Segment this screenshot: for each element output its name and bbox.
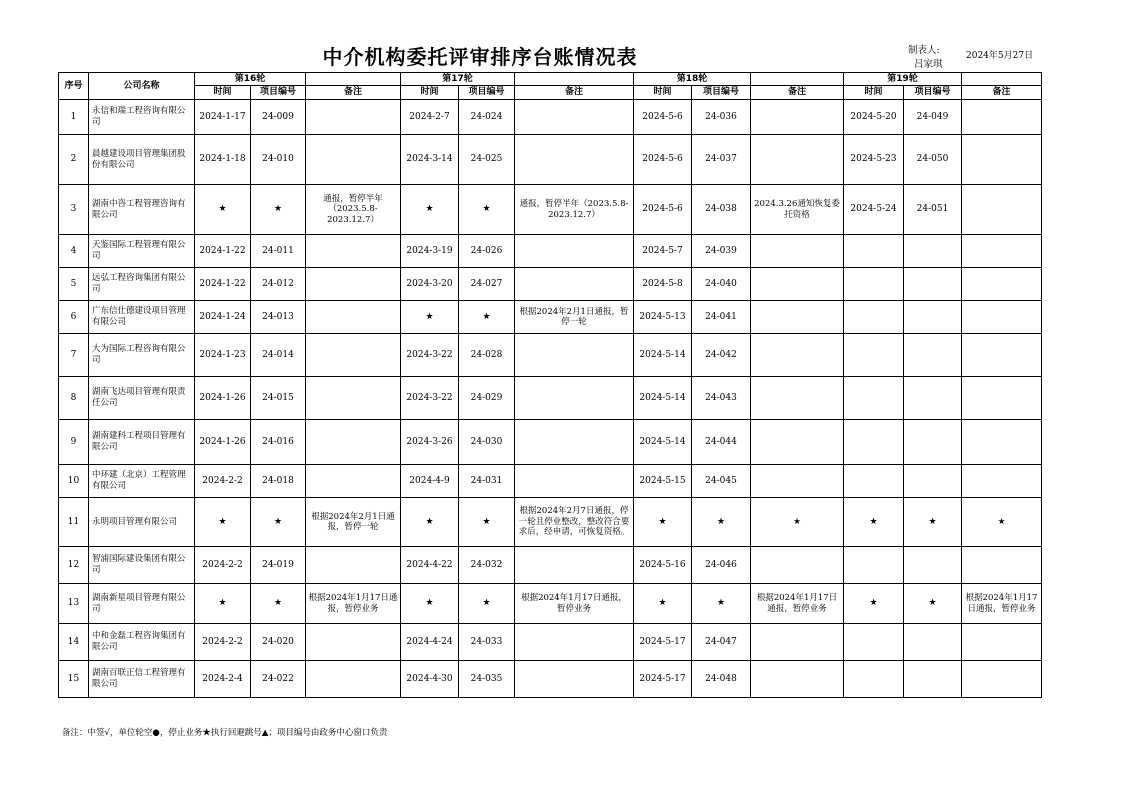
row-seq: 8 xyxy=(59,377,89,420)
row-company: 湖南新星项目管理有限公司 xyxy=(89,584,195,624)
cell-time: ★ xyxy=(844,498,904,547)
cell-note: ★ xyxy=(962,498,1042,547)
cell-time: 2024-1-23 xyxy=(195,334,251,377)
cell-code: 24-030 xyxy=(459,420,515,465)
table-row xyxy=(59,465,1042,498)
cell-note: 根据2024年2月1日通报，暂停一轮 xyxy=(515,301,634,334)
row-seq: 3 xyxy=(59,185,89,235)
header-time: 时间 xyxy=(634,86,692,100)
cell-time xyxy=(844,301,904,334)
row-seq: 4 xyxy=(59,235,89,268)
cell-code: ★ xyxy=(692,584,751,624)
cell-note xyxy=(306,135,401,185)
cell-code: 24-013 xyxy=(251,301,306,334)
cell-code: 24-010 xyxy=(251,135,306,185)
table-row xyxy=(59,377,1042,420)
cell-time xyxy=(844,547,904,584)
row-seq: 13 xyxy=(59,584,89,624)
cell-code: 24-039 xyxy=(692,235,751,268)
cell-time: 2024-5-6 xyxy=(634,100,692,135)
cell-time: 2024-5-23 xyxy=(844,135,904,185)
cell-note xyxy=(515,100,634,135)
cell-note xyxy=(306,377,401,420)
row-company: 中和金磊工程咨询集团有限公司 xyxy=(89,624,195,661)
cell-code xyxy=(904,624,962,661)
row-seq: 11 xyxy=(59,498,89,547)
footer-note: 备注：中签√，单位轮空●，停止业务★执行回避跳号▲；项目编号由政务中心窗口负责 xyxy=(62,728,388,738)
cell-time: 2024-3-20 xyxy=(401,268,459,301)
cell-time: 2024-3-26 xyxy=(401,420,459,465)
cell-time: 2024-3-22 xyxy=(401,334,459,377)
header-round-16: 第16轮 xyxy=(195,73,306,86)
row-company: 大为国际工程咨询有限公司 xyxy=(89,334,195,377)
cell-note xyxy=(962,235,1042,268)
cell-code: 24-043 xyxy=(692,377,751,420)
row-seq: 7 xyxy=(59,334,89,377)
cell-note xyxy=(962,377,1042,420)
cell-time: ★ xyxy=(401,185,459,235)
cell-note xyxy=(515,624,634,661)
cell-time: 2024-5-13 xyxy=(634,301,692,334)
cell-note xyxy=(751,661,844,698)
cell-time xyxy=(844,465,904,498)
cell-note xyxy=(962,465,1042,498)
cell-time: 2024-5-8 xyxy=(634,268,692,301)
table-row xyxy=(59,334,1042,377)
cell-time: 2024-1-22 xyxy=(195,268,251,301)
cell-code: 24-032 xyxy=(459,547,515,584)
cell-note xyxy=(751,268,844,301)
cell-code: ★ xyxy=(459,498,515,547)
cell-time: 2024-1-22 xyxy=(195,235,251,268)
cell-note xyxy=(751,235,844,268)
cell-time: ★ xyxy=(634,584,692,624)
header-note: 备注 xyxy=(306,86,401,100)
cell-time: ★ xyxy=(195,185,251,235)
cell-note xyxy=(751,465,844,498)
cell-note xyxy=(306,420,401,465)
cell-note xyxy=(962,135,1042,185)
row-seq: 9 xyxy=(59,420,89,465)
cell-note: 2024.3.26通知恢复委托资格 xyxy=(751,185,844,235)
cell-time: 2024-4-9 xyxy=(401,465,459,498)
cell-time: ★ xyxy=(401,584,459,624)
row-seq: 14 xyxy=(59,624,89,661)
cell-code: ★ xyxy=(904,584,962,624)
cell-note xyxy=(515,465,634,498)
cell-time: 2024-3-22 xyxy=(401,377,459,420)
cell-time xyxy=(844,624,904,661)
cell-code: 24-038 xyxy=(692,185,751,235)
cell-note xyxy=(962,420,1042,465)
cell-code: 24-020 xyxy=(251,624,306,661)
table-row xyxy=(59,301,1042,334)
row-company: 远弘工程咨询集团有限公司 xyxy=(89,268,195,301)
cell-time: ★ xyxy=(634,498,692,547)
cell-note xyxy=(515,268,634,301)
cell-code xyxy=(904,301,962,334)
maker-name: 吕家琪 xyxy=(914,59,943,70)
cell-note: 根据2024年2月7日通报，停一轮且停业整改，整改符合要求后，经申请，可恢复资格。 xyxy=(515,498,634,547)
row-seq: 5 xyxy=(59,268,89,301)
cell-code: 24-037 xyxy=(692,135,751,185)
header-blank xyxy=(515,73,634,86)
cell-code: 24-041 xyxy=(692,301,751,334)
cell-code: 24-040 xyxy=(692,268,751,301)
cell-time xyxy=(844,661,904,698)
table-row xyxy=(59,661,1042,698)
cell-note xyxy=(962,334,1042,377)
cell-code: 24-026 xyxy=(459,235,515,268)
cell-time xyxy=(844,268,904,301)
cell-time: ★ xyxy=(844,584,904,624)
cell-note xyxy=(751,420,844,465)
header-blank xyxy=(962,73,1042,86)
cell-note xyxy=(306,334,401,377)
cell-code xyxy=(904,465,962,498)
cell-note xyxy=(306,268,401,301)
cell-code: 24-016 xyxy=(251,420,306,465)
header-note: 备注 xyxy=(751,86,844,100)
cell-note xyxy=(962,661,1042,698)
cell-time: 2024-2-7 xyxy=(401,100,459,135)
cell-time: 2024-5-6 xyxy=(634,135,692,185)
row-company: 晨越建设项目管理集团股份有限公司 xyxy=(89,135,195,185)
cell-time: 2024-5-6 xyxy=(634,185,692,235)
row-company: 湖南百联正信工程管理有限公司 xyxy=(89,661,195,698)
cell-code: 24-047 xyxy=(692,624,751,661)
cell-note xyxy=(751,135,844,185)
cell-code: 24-035 xyxy=(459,661,515,698)
cell-code: 24-049 xyxy=(904,100,962,135)
cell-note xyxy=(751,624,844,661)
cell-time: 2024-1-26 xyxy=(195,377,251,420)
row-seq: 10 xyxy=(59,465,89,498)
cell-code xyxy=(904,268,962,301)
cell-note xyxy=(515,420,634,465)
header-code: 项目编号 xyxy=(904,86,962,100)
cell-note: 通报，暂停半年（2023.5.8-2023.12.7） xyxy=(306,185,401,235)
row-company: 永明项目管理有限公司 xyxy=(89,498,195,547)
cell-note xyxy=(751,100,844,135)
header-note: 备注 xyxy=(962,86,1042,100)
cell-time: 2024-2-2 xyxy=(195,547,251,584)
cell-code: 24-048 xyxy=(692,661,751,698)
header-code: 项目编号 xyxy=(692,86,751,100)
cell-note xyxy=(751,377,844,420)
header-round-19: 第19轮 xyxy=(844,73,962,86)
cell-code: 24-009 xyxy=(251,100,306,135)
cell-time: 2024-5-14 xyxy=(634,377,692,420)
cell-time: 2024-5-17 xyxy=(634,661,692,698)
cell-note xyxy=(962,268,1042,301)
cell-code: 24-027 xyxy=(459,268,515,301)
cell-time: 2024-2-2 xyxy=(195,624,251,661)
cell-code: 24-031 xyxy=(459,465,515,498)
maker-label: 制表人: xyxy=(908,45,940,56)
cell-code: 24-015 xyxy=(251,377,306,420)
cell-note xyxy=(306,661,401,698)
cell-note xyxy=(515,377,634,420)
cell-note xyxy=(306,100,401,135)
row-company: 湖南飞达项目管理有限责任公司 xyxy=(89,377,195,420)
cell-note xyxy=(515,547,634,584)
header-blank xyxy=(751,73,844,86)
cell-code xyxy=(904,377,962,420)
cell-time: 2024-1-24 xyxy=(195,301,251,334)
cell-note xyxy=(962,547,1042,584)
cell-time: 2024-4-24 xyxy=(401,624,459,661)
cell-note xyxy=(306,465,401,498)
cell-note xyxy=(962,301,1042,334)
cell-note: 通报，暂停半年（2023.5.8-2023.12.7） xyxy=(515,185,634,235)
page-title: 中介机构委托评审排序台账情况表 xyxy=(322,45,638,69)
cell-code: 24-025 xyxy=(459,135,515,185)
row-seq: 1 xyxy=(59,100,89,135)
header-round-18: 第18轮 xyxy=(634,73,751,86)
cell-code: 24-033 xyxy=(459,624,515,661)
header-note: 备注 xyxy=(515,86,634,100)
cell-code: 24-029 xyxy=(459,377,515,420)
cell-code: 24-022 xyxy=(251,661,306,698)
row-seq: 15 xyxy=(59,661,89,698)
cell-note: 根据2024年1月17日通报，暂停业务 xyxy=(306,584,401,624)
header-seq: 序号 xyxy=(59,73,89,100)
cell-code xyxy=(904,334,962,377)
cell-time: 2024-3-19 xyxy=(401,235,459,268)
cell-time: ★ xyxy=(401,498,459,547)
cell-time: 2024-5-17 xyxy=(634,624,692,661)
cell-time: 2024-1-18 xyxy=(195,135,251,185)
cell-note xyxy=(306,301,401,334)
table-row xyxy=(59,185,1042,235)
cell-note xyxy=(515,661,634,698)
header-code: 项目编号 xyxy=(251,86,306,100)
table-row xyxy=(59,584,1042,624)
header-time: 时间 xyxy=(195,86,251,100)
cell-note xyxy=(751,301,844,334)
table-row xyxy=(59,135,1042,185)
header-company: 公司名称 xyxy=(89,73,195,100)
cell-time xyxy=(844,420,904,465)
cell-code: 24-036 xyxy=(692,100,751,135)
cell-code: 24-028 xyxy=(459,334,515,377)
cell-code: 24-018 xyxy=(251,465,306,498)
cell-time xyxy=(844,377,904,420)
cell-code: 24-046 xyxy=(692,547,751,584)
row-seq: 2 xyxy=(59,135,89,185)
cell-time: ★ xyxy=(401,301,459,334)
cell-code xyxy=(904,420,962,465)
cell-note xyxy=(962,100,1042,135)
cell-note xyxy=(306,624,401,661)
cell-time: 2024-5-14 xyxy=(634,334,692,377)
row-company: 湖南建科工程项目管理有限公司 xyxy=(89,420,195,465)
cell-note: ★ xyxy=(751,498,844,547)
cell-code: 24-044 xyxy=(692,420,751,465)
table-row xyxy=(59,420,1042,465)
cell-time: 2024-5-14 xyxy=(634,420,692,465)
row-seq: 12 xyxy=(59,547,89,584)
cell-time: ★ xyxy=(195,498,251,547)
cell-time: 2024-2-4 xyxy=(195,661,251,698)
cell-note xyxy=(515,334,634,377)
cell-time: 2024-5-15 xyxy=(634,465,692,498)
cell-code xyxy=(904,661,962,698)
cell-code: ★ xyxy=(459,301,515,334)
cell-code xyxy=(904,235,962,268)
cell-code: 24-045 xyxy=(692,465,751,498)
cell-code: ★ xyxy=(692,498,751,547)
header-time: 时间 xyxy=(401,86,459,100)
cell-code: ★ xyxy=(904,498,962,547)
cell-code: 24-012 xyxy=(251,268,306,301)
cell-time: 2024-5-20 xyxy=(844,100,904,135)
table-row xyxy=(59,235,1042,268)
cell-note xyxy=(962,185,1042,235)
table-row xyxy=(59,268,1042,301)
cell-time: 2024-4-22 xyxy=(401,547,459,584)
table-row xyxy=(59,624,1042,661)
table-row xyxy=(59,547,1042,584)
cell-note xyxy=(962,624,1042,661)
table-row xyxy=(59,100,1042,135)
cell-code: ★ xyxy=(251,498,306,547)
cell-note: 根据2024年2月1日通报，暂停一轮 xyxy=(306,498,401,547)
row-company: 湖南中咨工程管理咨询有限公司 xyxy=(89,185,195,235)
cell-time: 2024-5-16 xyxy=(634,547,692,584)
cell-time: 2024-2-2 xyxy=(195,465,251,498)
cell-note xyxy=(306,547,401,584)
cell-time: 2024-4-30 xyxy=(401,661,459,698)
header-code: 项目编号 xyxy=(459,86,515,100)
row-company: 永信和瑞工程咨询有限公司 xyxy=(89,100,195,135)
cell-time: 2024-1-17 xyxy=(195,100,251,135)
row-company: 广东信仕德建设项目管理有限公司 xyxy=(89,301,195,334)
cell-time xyxy=(844,235,904,268)
cell-note: 根据2024年1月17日通报，暂停业务 xyxy=(515,584,634,624)
row-company: 中环建（北京）工程管理有限公司 xyxy=(89,465,195,498)
cell-code: ★ xyxy=(459,185,515,235)
row-company: 智浦国际建设集团有限公司 xyxy=(89,547,195,584)
cell-time xyxy=(844,334,904,377)
cell-note xyxy=(306,235,401,268)
cell-code: 24-050 xyxy=(904,135,962,185)
cell-time: ★ xyxy=(195,584,251,624)
row-seq: 6 xyxy=(59,301,89,334)
cell-code: ★ xyxy=(251,185,306,235)
cell-note xyxy=(515,135,634,185)
table-row xyxy=(59,498,1042,547)
cell-time: 2024-5-7 xyxy=(634,235,692,268)
cell-note: 根据2024年1月17日通报，暂停业务 xyxy=(962,584,1042,624)
cell-code: 24-011 xyxy=(251,235,306,268)
cell-code: 24-024 xyxy=(459,100,515,135)
cell-time: 2024-5-24 xyxy=(844,185,904,235)
cell-code xyxy=(904,547,962,584)
cell-note xyxy=(515,235,634,268)
header-round-17: 第17轮 xyxy=(401,73,515,86)
header-blank xyxy=(306,73,401,86)
cell-code: 24-051 xyxy=(904,185,962,235)
cell-code: ★ xyxy=(251,584,306,624)
ledger-table xyxy=(58,72,1042,698)
row-company: 天鉴国际工程管理有限公司 xyxy=(89,235,195,268)
cell-code: ★ xyxy=(459,584,515,624)
cell-note: 根据2024年1月17日通报，暂停业务 xyxy=(751,584,844,624)
cell-code: 24-014 xyxy=(251,334,306,377)
cell-note xyxy=(751,334,844,377)
cell-code: 24-042 xyxy=(692,334,751,377)
cell-note xyxy=(751,547,844,584)
cell-code: 24-019 xyxy=(251,547,306,584)
cell-time: 2024-1-26 xyxy=(195,420,251,465)
report-date: 2024年5月27日 xyxy=(966,51,1034,61)
cell-time: 2024-3-14 xyxy=(401,135,459,185)
header-time: 时间 xyxy=(844,86,904,100)
